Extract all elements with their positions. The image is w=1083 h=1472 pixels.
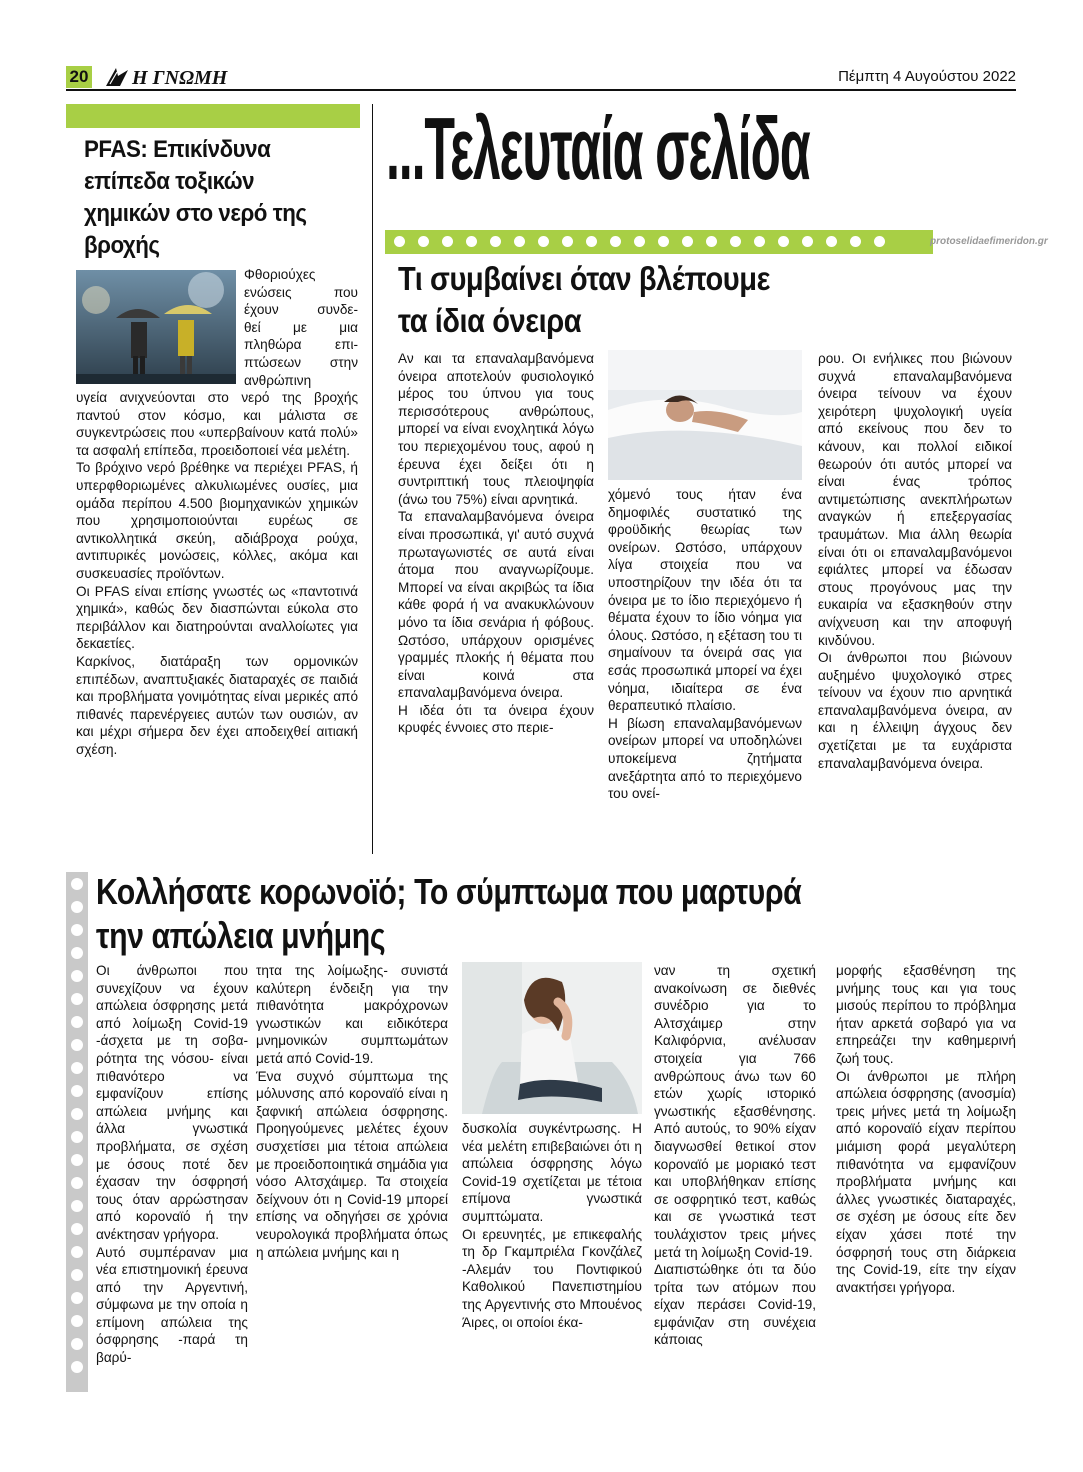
- covid-paragraph: Οι ερευνητές, με επικεφαλής τη δρ Γκαμπριέλα Γκονζάλεζ -Αλεμάν του Ποντιφικού Καθολικού Πανεπιστημίου της Αργεντινής στο Μπουένος Άιρες, οι οποίοι έκα-: [462, 1226, 642, 1330]
- header-rule: [66, 89, 1016, 91]
- pfas-title: PFAS: Επικίνδυνα επίπεδα τοξικών χημικών στο νερό της βροχής: [84, 136, 307, 259]
- pfas-paragraph: Καρκίνος, διατάραξη των ορμονικών επιπέδων, αναπτυξιακές διαταραχές σε παιδιά και προβλήματα γονιμότητας είναι μερικές από πιθανές παρενέργειες αυτών των ουσιών, αν και μέχρι σήμερα δεν έχει αποδειχθεί αιτιακή σχέση.: [76, 653, 358, 757]
- covid-column-3: [462, 1120, 642, 1331]
- covid-column-4: [654, 962, 816, 1349]
- dreams-column-2: [608, 486, 802, 803]
- dreams-paragraph: χόμενό τους ήταν ένα δημοφιλές συστατικό της φροϋδικής θεωρίας των ονείρων. Ωστόσο, υπάρχουν λίγα στοιχεία που να υποστηρίζουν την ιδέα ότι τα όνειρα με το ίδιο περιεχόμενο ή θέματα έχουν το ίδιο νόημα για όλους. Ωστόσο, η εξέταση του τι σημαίνουν τα όνειρά σας για εσάς προσωπικά μπορεί να έχει νόημα, ιδιαίτερα σε ένα θεραπευτικό πλαίσιο.: [608, 487, 802, 714]
- dreams-column-3: [818, 350, 1012, 772]
- pfas-intro-line: ανθρώπινη: [244, 372, 312, 388]
- covid-paragraph: Ένα συχνό σύμπτωμα της μόλυνσης από κοροναϊό είναι η ξαφνική απώλεια όσφρησης. Προηγούμενες μελέτες έχουν συσχετίσει μια τέτοια απώλεια με προειδοποιητικά σημάδια για νόσο Αλτσχάιμερ. Τα στοιχεία δείχνουν ότι η Covid-19 μπορεί επίσης να οδηγήσει σε χρόνια νευρολογικά προβλήματα όπως η απώλεια μνήμης και η: [256, 1068, 448, 1260]
- pfas-intro-lines: [244, 266, 358, 389]
- dreams-paragraph: Η βίωση επαναλαμβανόμενων ονείρων μπορεί να υποδηλώνει υποκείμενα ζητήματα ανεξάρτητα από το περιεχόμενο του ονεί-: [608, 715, 802, 802]
- pfas-intro-line: ενώσεις που: [244, 284, 358, 300]
- dreams-paragraph: Η ιδέα ότι τα όνειρα έχουν κρυφές έννοιες στο περιε-: [398, 702, 594, 736]
- pfas-intro-line: πληθώρα επι-: [244, 337, 358, 353]
- dreams-title-line2: τα ίδια όνειρα: [398, 302, 582, 339]
- pfas-paragraph: Οι PFAS είναι επίσης γνωστές ως «παντοτινά χημικά», καθώς δεν διασπώνται εύκολα στο περιβάλλον και διατηρούνται αναλλοίωτες για δεκαετίες.: [76, 583, 358, 652]
- covid-paragraph: Οι άνθρωποι που συνεχίζουν να έχουν απώλεια όσφρησης μετά από λοίμωξη Covid-19 -άσχετα με τη σοβα- ρότητα της νόσου- είναι πιθανότερο να εμφανίζουν επίσης απώλεια μνήμης και άλλα γνωστικά προβλήματα, σε σχέση με όσους ποτέ δεν έχασαν την όσφρησή τους όταν αρρώστησαν από κοροναϊό ή την ανέκτησαν γρήγορα.: [96, 963, 248, 1242]
- covid-title-line2: την απώλεια μνήμης: [96, 915, 386, 956]
- covid-side-band: [66, 872, 88, 1392]
- paper-logo-icon: [104, 66, 130, 88]
- covid-title-line1: Κολλήσατε κορωνοϊό; Το σύμπτωμα που μαρτυρά: [96, 871, 802, 912]
- covid-column-1: [96, 962, 248, 1367]
- pfas-body: [76, 389, 358, 758]
- covid-paragraph: μορφής εξασθένηση της μνήμης τους και για τους μισούς περίπου το πρόβλημα ήταν αρκετά σοβαρό για να επηρεάζει την καθημερινή ζωή τους.: [836, 963, 1016, 1066]
- covid-column-5: [836, 962, 1016, 1296]
- pfas-paragraph: υγεία ανιχνεύονται στο νερό της βροχής παντού στον κόσμο, και μάλιστα σε συγκεντρώσεις που «υπερβαίνουν κατά πολύ» τα ασφαλή επίπεδα, προειδοποιεί νέα μελέτη.: [76, 390, 358, 458]
- pfas-intro-line: θεί με μια: [244, 319, 358, 335]
- side-band-dots: [71, 878, 83, 1384]
- covid-paragraph: Αυτό συμπέραναν μια νέα επιστημονική έρευνα από την Αργεντινή, σύμφωνα με την οποία η επίμονη απώλεια της όσφρησης -παρά τη βαρύ-: [96, 1244, 248, 1366]
- dreams-paragraph: Οι άνθρωποι που βιώνουν αυξημένο ψυχολογικό στρες τείνουν να έχουν πιο αρνητικά επαναλαμβανόμενα όνειρα, αν και η έλλειψη άγχους δεν σχετίζεται με τα ευχάριστα επαναλαμβανόμενα όνειρα.: [818, 650, 1012, 771]
- paper-name: Η ΓΝΩΜΗ: [132, 67, 228, 89]
- pfas-intro-line: έχουν συνδε-: [244, 302, 358, 318]
- dots-band: [385, 230, 933, 254]
- dreams-title-line1: Τι συμβαίνει όταν βλέπουμε: [398, 260, 770, 297]
- covid-column-2: [256, 962, 448, 1261]
- pfas-green-bar: [66, 104, 360, 128]
- watermark: protoselidaefimeridon.gr: [930, 236, 1048, 247]
- dreams-sleeping-image: [608, 350, 802, 480]
- covid-paragraph: δυσκολία συγκέντρωσης. Η νέα μελέτη επιβεβαιώνει ότι η απώλεια όσφρησης λόγω Covid-19 σχετίζεται με τέτοια επίμονα γνωστικά συμπτώματα.: [462, 1121, 642, 1224]
- dreams-paragraph: Τα επαναλαμβανόμενα όνειρα είναι προσωπικά, γι' αυτό συχνά πρωταγωνιστές σε αυτά είναι άτομα που αναγνωρίζουμε. Μπορεί να είναι ακριβώς τα ίδια κάθε φορά ή να ανακυκλώνουν μόνο τα ίδια σενάρια ή φόβους. Ωστόσο, υπάρχουν ορισμένες γραμμές πλοκής ή θέματα που είναι κοινά στα επαναλαμβανόμενα όνειρα.: [398, 509, 594, 701]
- decorative-dots: [385, 230, 933, 248]
- section-title: ...Τελευταία σελίδα: [386, 99, 810, 198]
- dreams-paragraph: Αν και τα επαναλαμβανόμενα όνειρα αποτελούν φυσιολογικό μέρος του ύπνου για τους περισσότερους ανθρώπους, μπορεί να είναι ενοχλητικά λόγω του περιεχομένου τους, αφού η έρευνα έχει δείξει ότι η συντριπτική τους πλειοψηφία (άνω του 75%) είναι αρνητικά.: [398, 351, 594, 507]
- covid-paragraph: Οι άνθρωποι με πλήρη απώλεια όσφρησης (ανοσμία) τρεις μήνες μετά τη λοίμωξη από κοροναϊό είχαν περίπου μιάμιση φορά μεγαλύτερη πιθανότητα να εμφανίζουν προβλήματα μνήμης και άλλες γνωστικές διαταραχές, σε σχέση με όσους είτε δεν είχαν χάσει ποτέ την όσφρησή τους στη διάρκεια της Covid-19, είτε την είχαν ανακτήσει γρήγορα.: [836, 1068, 1016, 1295]
- pfas-intro-line: Φθοριούχες: [244, 267, 316, 282]
- dreams-column-1: [398, 350, 594, 737]
- covid-woman-image: [462, 962, 642, 1114]
- pfas-paragraph: Το βρόχινο νερό βρέθηκε να περιέχει PFAS, ή υπερφθοριωμένες αλκυλιωμένες ουσίες, μια ομάδα περίπου 4.500 βιομηχανικών χημικών που χρησιμοποιούνται ευρέως σε αντικολλητικά σκεύη, αδιάβροχα ρούχα, αντιπυρικές μονώσεις, κόλλες, ακόμα και συσκευασίες προϊόντων.: [76, 460, 358, 581]
- covid-paragraph: τητα της λοίμωξης- συνιστά καλύτερη ένδειξη για την πιθανότητα μακρόχρονων γνωστικών και ειδικότερα μνημονικών συμπτωμάτων μετά από Covid-19.: [256, 963, 448, 1066]
- issue-date: Πέμπτη 4 Αυγούστου 2022: [838, 68, 1016, 85]
- covid-paragraph: ναν τη σχετική ανακοίνωση σε διεθνές συνέδριο για το Αλτσχάιμερ στην Καλιφόρνια, ανέλυσαν στοιχεία για 766 ανθρώπους άνω των 60 ετών χωρίς ιστορικό γνωστικής εξασθένησης. Από αυτούς, το 90% είχαν διαγνωσθεί θετικοί στον κοροναϊό με μοριακό τεστ και υποβλήθηκαν επίσης σε οσφρητικό τεστ, καθώς και σε γνωστικά τεστ τουλάχιστον τρεις μήνες μετά τη λοίμωξη Covid-19.: [654, 963, 816, 1260]
- page-number-text: 20: [69, 67, 89, 86]
- column-divider: [372, 104, 373, 854]
- pfas-rain-image: [76, 270, 236, 384]
- dreams-paragraph: ρου. Οι ενήλικες που βιώνουν συχνά επαναλαμβανόμενα όνειρα τείνουν να έχουν χειρότερη ψυχολογική υγεία από εκείνους που δεν το κάνουν, και πολλοί ειδικοί θεωρούν ότι αυτός μπορεί να είναι ένας τρόπος αντιμετώπισης ανεκπλήρωτων αναγκών ή επεξεργασίας τραυμάτων. Μια άλλη θεωρία είναι ότι οι επαναλαμβανόμενοι εφιάλτες μπορεί να έδωσαν στους προγόνους μας την ευκαιρία να εξασκηθούν στην ανίχνευση και την αποφυγή κινδύνου.: [818, 351, 1012, 648]
- pfas-intro-line: πτώσεων στην: [244, 354, 358, 370]
- covid-paragraph: Διαπιστώθηκε ότι τα δύο τρίτα των ατόμων που είχαν περάσει Covid-19, εμφάνιζαν στη συνέχεια κάποιας: [654, 1262, 816, 1348]
